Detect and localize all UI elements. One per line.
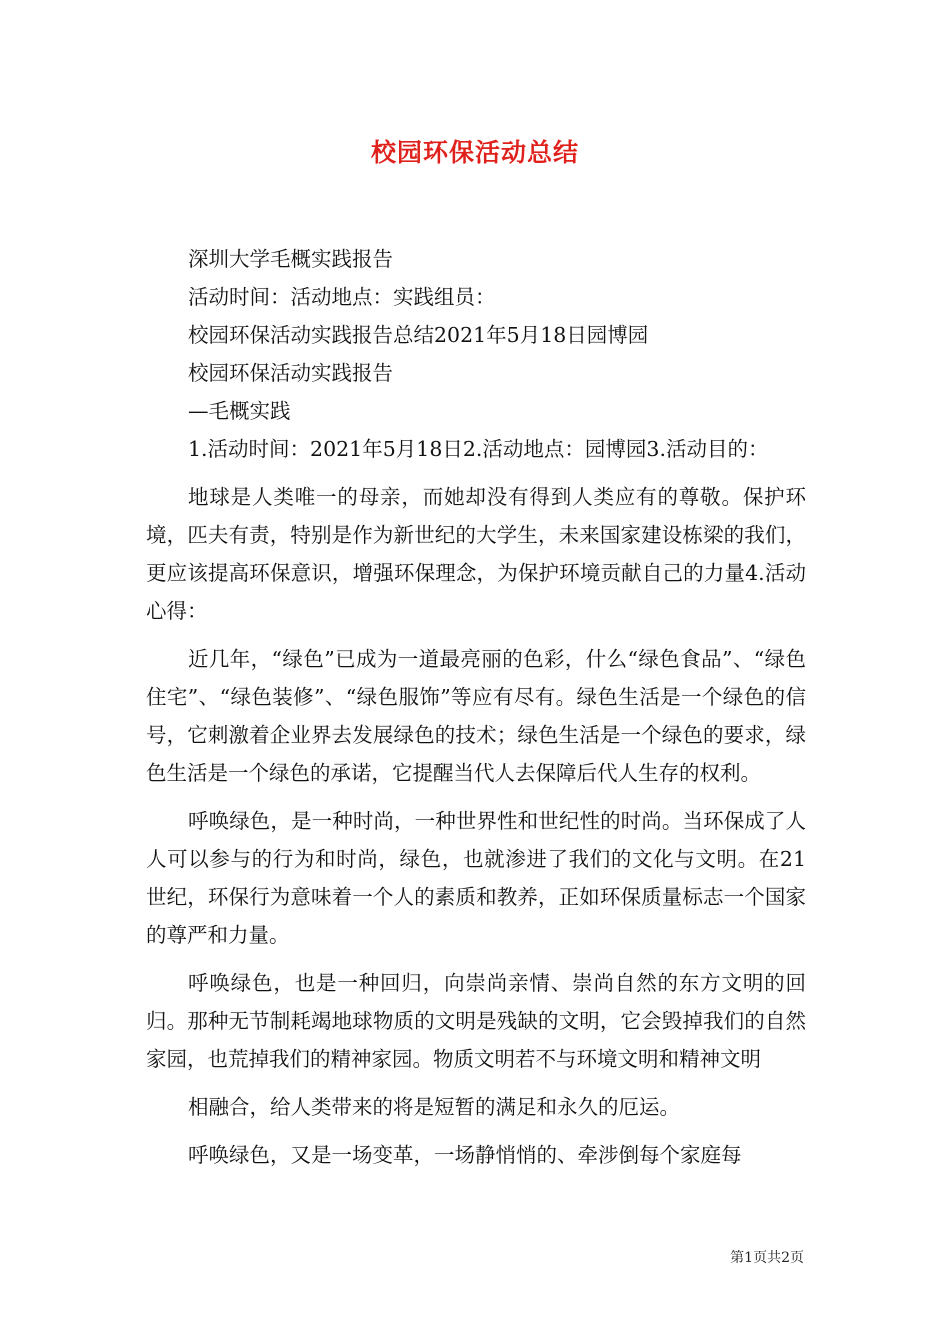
paragraph-green-fashion: 呼唤绿色，是一种时尚，一种世界性和世纪性的时尚。当环保成了人人可以参与的行为和时尚，绿色，也就渗进了我们的文化与文明。在21世纪，环保行为意味着一个人的素质和教养，正如环保质量标志一个国家的尊严和力量。 bbox=[146, 809, 806, 947]
document-body bbox=[146, 240, 806, 1174]
paragraph-activity-details: 1.活动时间：2021年5月18日2.活动地点：园博园3.活动目的： bbox=[188, 437, 769, 461]
paragraph-civilisation-merge: 相融合，给人类带来的将是短暂的满足和永久的厄运。 bbox=[188, 1095, 680, 1119]
paragraph-report-subtitle: 校园环保活动实践报告 bbox=[188, 361, 393, 385]
page-number: 第1页共2页 bbox=[730, 1250, 804, 1266]
paragraph-course-name: —毛概实践 bbox=[188, 399, 291, 423]
paragraph-green-return: 呼唤绿色，也是一种回归，向崇尚亲情、崇尚自然的东方文明的回归。那种无节制耗竭地球物质的文明是残缺的文明，它会毁掉我们的自然家园，也荒掉我们的精神家园。物质文明若不与环境文明和精神文明 bbox=[146, 971, 806, 1071]
paragraph-green-revolution: 呼唤绿色，又是一场变革，一场静悄悄的、牵涉倒每个家庭每 bbox=[188, 1143, 742, 1167]
paragraph-report-summary: 校园环保活动实践报告总结2021年5月18日园博园 bbox=[188, 323, 649, 347]
document-title: 校园环保活动总结 bbox=[370, 138, 579, 167]
paragraph-activity-info: 活动时间：活动地点：实践组员： bbox=[188, 285, 496, 309]
paragraph-green-colour: 近几年，“绿色”已成为一道最亮丽的色彩，什么“绿色食品”、“绿色住宅”、“绿色装修”、“绿色服饰”等应有尽有。绿色生活是一个绿色的信号，它刺激着企业界去发展绿色的技术；绿色生活是一个绿色的要求，绿色生活是一个绿色的承诺，它提醒当代人去保障后代人生存的权利。 bbox=[146, 647, 806, 785]
paragraph-earth-mother: 地球是人类唯一的母亲，而她却没有得到人类应有的尊敬。保护环境，匹夫有责，特别是作为新世纪的大学生，未来国家建设栋梁的我们，更应该提高环保意识，增强环保理念，为保护环境贡献自己的力量4.活动心得： bbox=[146, 485, 806, 623]
paragraph-report-name: 深圳大学毛概实践报告 bbox=[188, 247, 393, 271]
